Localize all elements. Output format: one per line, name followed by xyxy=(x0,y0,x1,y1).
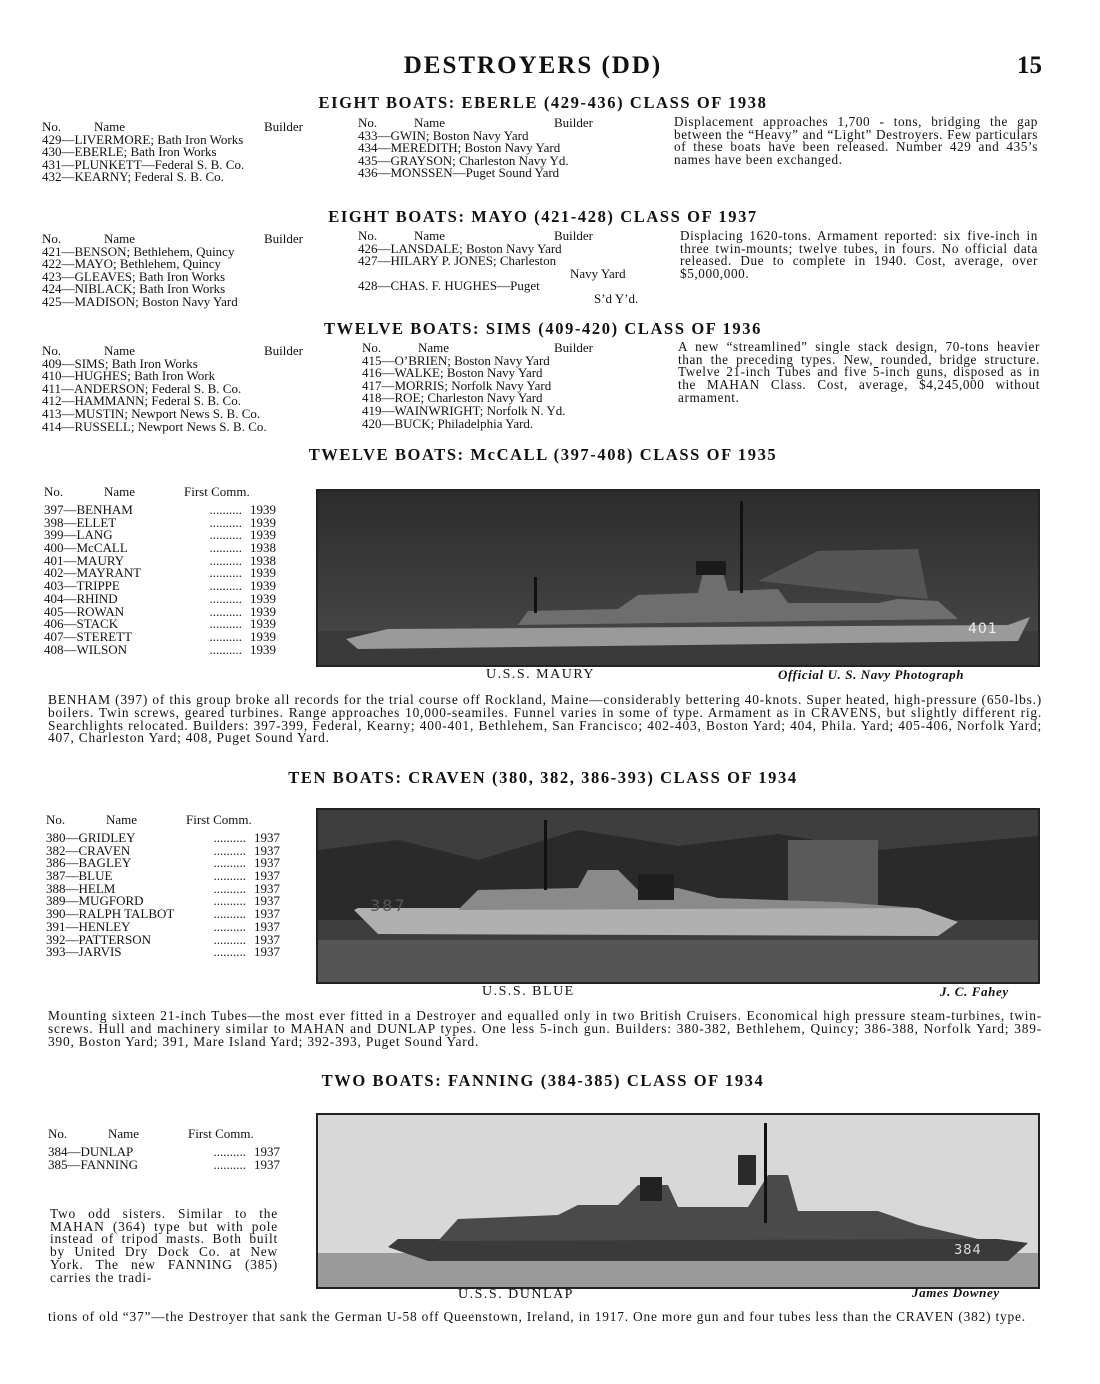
first-comm-year: 1937 xyxy=(254,1156,280,1172)
table-row: 380—GRIDLEY .......... 1937 xyxy=(46,830,280,845)
first-comm-year: 1939 xyxy=(250,565,276,581)
table-row: 393—JARVIS .......... 1937 xyxy=(46,944,280,960)
fanning-paragraph xyxy=(48,1311,1042,1324)
table-row: 386—BAGLEY .......... 1937 xyxy=(46,855,280,871)
table-row: 385—FANNING .......... 1937 xyxy=(48,1156,280,1172)
list-item: 415—O’BRIEN; Boston Navy Yard xyxy=(362,352,550,368)
table-row: 403—TRIPPE .......... 1939 xyxy=(44,578,276,594)
first-comm-year: 1939 xyxy=(250,603,276,619)
col-comm-label: First Comm. xyxy=(186,812,252,827)
list-item: 416—WALKE; Boston Navy Yard xyxy=(362,365,543,381)
side-text: Two odd sisters. Similar to the MAHAN (364) type but with pole instead of tripod masts. Both built by United Dry Dock Co. at New York. The new FANNING (385) carries the tradi- xyxy=(50,1206,278,1285)
col-no-label: No. xyxy=(42,119,62,134)
col-name-label: Name xyxy=(94,119,126,134)
table-row: 405—ROWAN .......... 1939 xyxy=(44,603,276,619)
photo-uss-dunlap xyxy=(316,1113,1040,1289)
first-comm-year: 1937 xyxy=(254,893,280,909)
list-item: 424—NIBLACK; Bath Iron Works xyxy=(42,281,226,297)
ship-photo xyxy=(318,491,1038,665)
table-row: 388—HELM .......... 1937 xyxy=(46,880,280,896)
first-comm-year: 1938 xyxy=(250,540,276,556)
page-title: DESTROYERS (DD) xyxy=(403,52,663,79)
ship-name: 401—MAURY xyxy=(44,552,125,568)
list-item: 433—GWIN; Boston Navy Yard xyxy=(358,127,529,143)
col-no-label: No. xyxy=(358,228,378,243)
first-comm-year: 1937 xyxy=(254,1144,280,1159)
list-item: 419—WAINWRIGHT; Norfolk N. Yd. xyxy=(362,402,566,418)
col-no-label: No. xyxy=(362,340,382,355)
paragraph-text: BENHAM (397) of this group broke all records for the trial course off Rockland, Maine—considerably bettering 40-knots. Super heated, high-pressure (650-lbs.) boilers. Twin screws, geared turbines. Range approaches 10,000-seamiles. Funnel varies in some of type. Armament as in CRAVENS, but slightly different rig. Searchlights relocated. Builders: 397-399, Federal, Kearny; 400-401, Bethlehem, San Francisco; 402-403, Boston Yard; 404, Phila. Yard; 405-406, Norfolk Yard; 407, Charleston Yard; 408, Puget Sound Yard. xyxy=(48,692,1042,746)
col-name-label: Name xyxy=(108,1126,140,1141)
ship-name: 389—MUGFORD xyxy=(46,893,144,909)
class-heading-sims: TWELVE BOATS: SIMS (409-420) CLASS OF 1936 xyxy=(324,319,762,338)
ship-name: 405—ROWAN xyxy=(44,603,125,619)
table-row: 402—MAYRANT .......... 1939 xyxy=(44,565,276,581)
eberle-list-right xyxy=(358,117,668,180)
col-name-label: Name xyxy=(414,228,446,243)
list-item: 427—HILARY P. JONES; Charleston xyxy=(358,253,557,269)
list-item: 425—MADISON; Boston Navy Yard xyxy=(42,293,238,309)
list-item-continuation: Navy Yard xyxy=(570,265,626,281)
first-comm-year: 1937 xyxy=(254,868,280,884)
photo-credit: James Downey xyxy=(912,1285,1000,1300)
mayo-description xyxy=(680,230,1038,281)
fanning-ship-list xyxy=(48,1128,280,1171)
col-no-label: No. xyxy=(42,343,62,358)
photo-credit: Official U. S. Navy Photograph xyxy=(778,667,965,682)
sims-list-right xyxy=(362,342,672,430)
list-item: 426—LANSDALE; Boston Navy Yard xyxy=(358,240,562,256)
first-comm-year: 1939 xyxy=(250,616,276,632)
fanning-side-text xyxy=(50,1208,278,1284)
list-item: 410—HUGHES; Bath Iron Work xyxy=(42,368,216,384)
photo-caption: U.S.S. MAURY xyxy=(486,667,596,682)
ship-name: 382—CRAVEN xyxy=(46,842,131,858)
col-name-label: Name xyxy=(414,115,446,130)
ship-name: 403—TRIPPE xyxy=(44,578,120,594)
list-item: 435—GRAYSON; Charleston Navy Yd. xyxy=(358,152,569,168)
col-no-label: No. xyxy=(48,1126,68,1141)
list-item: 414—RUSSELL; Newport News S. B. Co. xyxy=(42,418,267,434)
page-number: 15 xyxy=(1017,52,1042,79)
first-comm-year: 1939 xyxy=(250,578,276,594)
list-item: 436—MONSSEN—Puget Sound Yard xyxy=(358,165,560,181)
class-heading-mayo: EIGHT BOATS: MAYO (421-428) CLASS OF 1937 xyxy=(328,207,758,226)
table-row: 384—DUNLAP .......... 1937 xyxy=(48,1144,280,1159)
ship-name: 385—FANNING xyxy=(48,1156,139,1172)
col-no-label: No. xyxy=(42,231,62,246)
hull-number: 401 xyxy=(968,621,998,637)
craven-paragraph xyxy=(48,1010,1042,1048)
table-row: 400—McCALL .......... 1938 xyxy=(44,540,276,556)
first-comm-year: 1937 xyxy=(254,918,280,934)
list-item: 421—BENSON; Bethlehem, Quincy xyxy=(42,243,235,259)
ship-name: 406—STACK xyxy=(44,616,119,632)
ship-photo xyxy=(318,1115,1038,1287)
ship-name: 390—RALPH TALBOT xyxy=(46,906,175,922)
sims-list-left xyxy=(42,345,360,433)
col-name-label: Name xyxy=(418,340,450,355)
class-heading-eberle: EIGHT BOATS: EBERLE (429-436) CLASS OF 1938 xyxy=(318,93,768,112)
ship-name: 384—DUNLAP xyxy=(48,1144,134,1159)
list-item: 430—EBERLE; Bath Iron Works xyxy=(42,144,217,160)
table-row: 406—STACK .......... 1939 xyxy=(44,616,276,632)
first-comm-year: 1939 xyxy=(250,502,276,517)
table-row: 408—WILSON .......... 1939 xyxy=(44,641,276,657)
table-row: 404—RHIND .......... 1939 xyxy=(44,590,276,606)
ship-name: 388—HELM xyxy=(46,880,116,896)
list-item: 434—MEREDITH; Boston Navy Yard xyxy=(358,140,561,156)
col-no-label: No. xyxy=(46,812,66,827)
col-builder-label: Builder xyxy=(554,228,593,243)
table-row: 392—PATTERSON .......... 1937 xyxy=(46,931,280,947)
table-row: 407—STERETT .......... 1939 xyxy=(44,628,276,644)
col-builder-label: Builder xyxy=(264,343,303,358)
table-row: 387—BLUE .......... 1937 xyxy=(46,868,280,884)
photo-credit: J. C. Fahey xyxy=(940,984,1009,999)
first-comm-year: 1938 xyxy=(250,552,276,568)
mccall-ship-list xyxy=(44,486,276,656)
ship-name: 397—BENHAM xyxy=(44,502,133,517)
col-name-label: Name xyxy=(104,484,136,499)
list-item: 409—SIMS; Bath Iron Works xyxy=(42,355,198,371)
list-item: 422—MAYO; Bethlehem, Quincy xyxy=(42,256,221,272)
ship-name: 386—BAGLEY xyxy=(46,855,132,871)
list-item: 420—BUCK; Philadelphia Yard. xyxy=(362,415,534,431)
first-comm-year: 1939 xyxy=(250,590,276,606)
col-name-label: Name xyxy=(106,812,138,827)
list-item: 417—MORRIS; Norfolk Navy Yard xyxy=(362,377,552,393)
paragraph-text: tions of old “37”—the Destroyer that sank the German U-58 off Queenstown, Ireland, in 1917. One more gun and four tubes less than the CRAVEN (382) type. xyxy=(48,1309,1026,1324)
first-comm-year: 1937 xyxy=(254,931,280,947)
mccall-paragraph xyxy=(48,694,1042,745)
first-comm-year: 1939 xyxy=(250,514,276,530)
ship-name: 398—ELLET xyxy=(44,514,117,530)
col-no-label: No. xyxy=(44,484,64,499)
list-item: 429—LIVERMORE; Bath Iron Works xyxy=(42,131,244,147)
table-row: 398—ELLET .......... 1939 xyxy=(44,514,276,530)
first-comm-year: 1937 xyxy=(254,842,280,858)
paragraph-text: Mounting sixteen 21-inch Tubes—the most ever fitted in a Destroyer and equalled only in two British Cruisers. Economical high pressure steam-turbines, twin-screws. Hull and machinery similar to MAHAN and DUNLAP types. One less 5-inch gun. Builders: 380-382, Bethlehem, Quincy; 386-388, Norfolk Yard; 389-390, Boston Yard; 391, Mare Island Yard; 392-393, Puget Sound Yard. xyxy=(48,1008,1042,1049)
photo-uss-blue xyxy=(316,808,1040,984)
ship-name: 391—HENLEY xyxy=(46,918,131,934)
class-heading-fanning: TWO BOATS: FANNING (384-385) CLASS OF 1934 xyxy=(321,1071,765,1090)
photo-caption: U.S.S. BLUE xyxy=(482,984,575,999)
ship-name: 408—WILSON xyxy=(44,641,128,657)
mayo-list-right xyxy=(358,230,668,306)
hull-number: 387 xyxy=(370,896,407,915)
list-item: 432—KEARNY; Federal S. B. Co. xyxy=(42,169,224,185)
first-comm-year: 1937 xyxy=(254,944,280,960)
list-item: 418—ROE; Charleston Navy Yard xyxy=(362,390,543,406)
ship-name: 392—PATTERSON xyxy=(46,931,151,947)
description-text: Displacing 1620-tons. Armament reported: six five-inch in three twin-mounts; twelve tubes, in fours. No official data released. Due to complete in 1940. Cost, average, over $5,000,000. xyxy=(680,228,1038,282)
col-builder-label: Builder xyxy=(264,231,303,246)
table-row: 401—MAURY .......... 1938 xyxy=(44,552,276,568)
first-comm-year: 1939 xyxy=(250,641,276,657)
list-item: 412—HAMMANN; Federal S. B. Co. xyxy=(42,393,241,409)
description-text: A new “streamlined” single stack design, 70-tons heavier than the preceding types. New, rounded, bridge structure. Twelve 21-inch Tubes and five 5-inch guns, disposed as in the MAHAN Class. Cost, average, $4,245,000 without armament. xyxy=(678,339,1040,405)
ship-name: 399—LANG xyxy=(44,527,113,543)
page-header xyxy=(0,52,1100,86)
list-item-continuation: S’d Y’d. xyxy=(594,290,639,306)
description-text: Displacement approaches 1,700 - tons, bridging the gap between the “Heavy” and “Light” Destroyers. Few particulars of these boats have been released. Number 429 and 435’s names have been exchanged. xyxy=(674,114,1038,168)
table-row: 397—BENHAM .......... 1939 xyxy=(44,502,276,517)
ship-name: 387—BLUE xyxy=(46,868,113,884)
eberle-list-left xyxy=(42,121,360,184)
ship-name: 404—RHIND xyxy=(44,590,118,606)
first-comm-year: 1939 xyxy=(250,527,276,543)
table-row: 390—RALPH TALBOT .......... 1937 xyxy=(46,906,280,922)
ship-name: 393—JARVIS xyxy=(46,944,122,960)
list-item: 411—ANDERSON; Federal S. B. Co. xyxy=(42,380,242,396)
col-builder-label: Builder xyxy=(554,115,593,130)
col-no-label: No. xyxy=(358,115,378,130)
list-item: 423—GLEAVES; Bath Iron Works xyxy=(42,268,225,284)
table-row: 399—LANG .......... 1939 xyxy=(44,527,276,543)
photo-uss-maury xyxy=(316,489,1040,667)
col-builder-label: Builder xyxy=(264,119,303,134)
col-name-label: Name xyxy=(104,343,136,358)
col-builder-label: Builder xyxy=(554,340,593,355)
list-item: 413—MUSTIN; Newport News S. B. Co. xyxy=(42,405,261,421)
ship-name: 380—GRIDLEY xyxy=(46,830,136,845)
col-name-label: Name xyxy=(104,231,136,246)
mayo-list-left xyxy=(42,233,360,309)
col-comm-label: First Comm. xyxy=(184,484,250,499)
list-item: 428—CHAS. F. HUGHES—Puget xyxy=(358,278,540,294)
table-row: 382—CRAVEN .......... 1937 xyxy=(46,842,280,858)
craven-ship-list xyxy=(46,814,280,959)
class-heading-craven: TEN BOATS: CRAVEN (380, 382, 386-393) CLASS OF 1934 xyxy=(288,768,798,787)
first-comm-year: 1937 xyxy=(254,906,280,922)
table-row: 389—MUGFORD .......... 1937 xyxy=(46,893,280,909)
photo-caption: U.S.S. DUNLAP xyxy=(458,1287,574,1302)
table-row: 391—HENLEY .......... 1937 xyxy=(46,918,280,934)
first-comm-year: 1937 xyxy=(254,830,280,845)
list-item: 431—PLUNKETT—Federal S. B. Co. xyxy=(42,156,245,172)
first-comm-year: 1937 xyxy=(254,855,280,871)
first-comm-year: 1937 xyxy=(254,880,280,896)
ship-name: 402—MAYRANT xyxy=(44,565,142,581)
ship-photo xyxy=(318,810,1038,982)
ship-name: 400—McCALL xyxy=(44,540,128,556)
sims-description xyxy=(678,341,1040,405)
first-comm-year: 1939 xyxy=(250,628,276,644)
col-comm-label: First Comm. xyxy=(188,1126,254,1141)
hull-number: 384 xyxy=(954,1243,982,1258)
class-heading-mccall: TWELVE BOATS: McCALL (397-408) CLASS OF 1935 xyxy=(308,445,778,464)
eberle-description xyxy=(674,116,1038,167)
ship-name: 407—STERETT xyxy=(44,628,133,644)
